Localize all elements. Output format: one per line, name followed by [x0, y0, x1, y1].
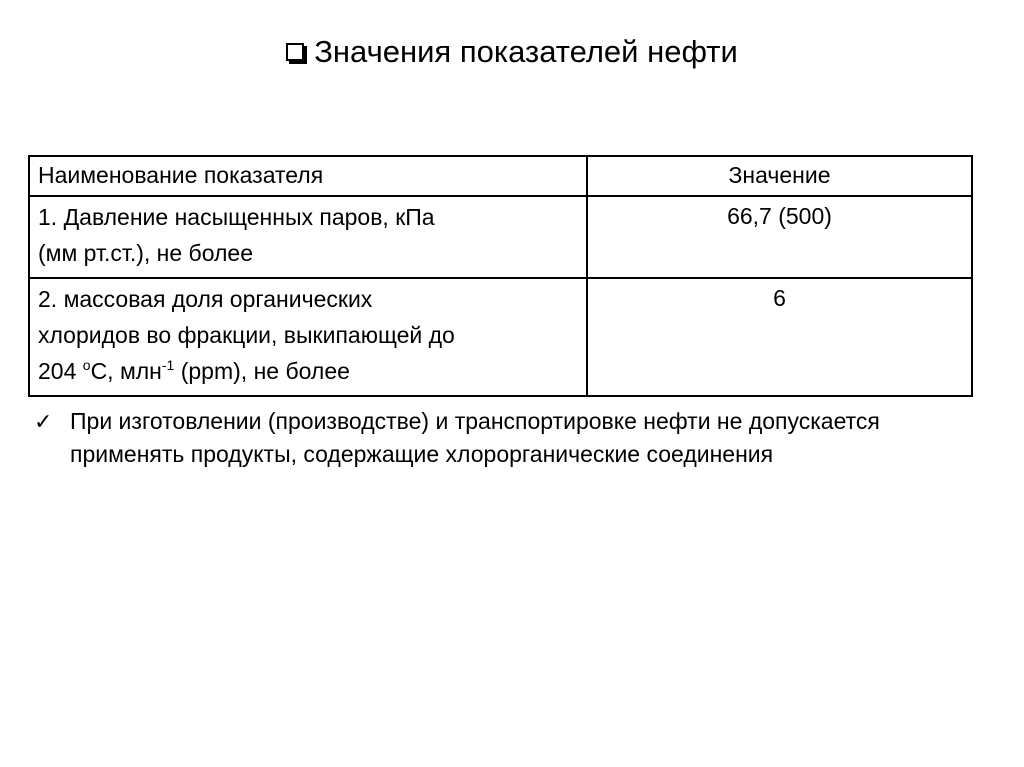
row-2-value: 6 [587, 278, 972, 396]
table-row [29, 196, 972, 278]
note-text: При изготовлении (производстве) и транспортировке нефти не допускается применять продукты, содержащие хлорорганические соединения [70, 408, 880, 467]
row-1-name-line1: 1. Давление насыщенных паров, кПа [38, 204, 435, 230]
exponent-superscript: -1 [161, 357, 175, 373]
indicators-table [28, 155, 973, 397]
table-row [29, 278, 972, 396]
slide-title-text: Значения показателей нефти [314, 34, 738, 69]
row-1-name-line2: (мм рт.ст.), не более [38, 240, 253, 266]
header-value: Значение [587, 156, 972, 196]
row-2-name-line3-a: 204 [38, 358, 83, 384]
checkbox-bullet-icon [286, 43, 304, 61]
row-2-name-line3-b: С, млн [90, 358, 162, 384]
row-2-name [29, 278, 587, 396]
header-indicator-name: Наименование показателя [29, 156, 587, 196]
table-header-row [29, 156, 972, 196]
row-2-name-line2: хлоридов во фракции, выкипающей до [38, 322, 455, 348]
degree-superscript: o [82, 357, 91, 373]
checkmark-icon: ✓ [34, 409, 53, 434]
row-2-name-line3-c: (ppm), не более [174, 358, 350, 384]
slide-title [0, 30, 1024, 74]
row-2-name-line1: 2. массовая доля органических [38, 286, 373, 312]
note-block [34, 405, 994, 471]
row-1-value: 66,7 (500) [587, 196, 972, 278]
row-1-name [29, 196, 587, 278]
